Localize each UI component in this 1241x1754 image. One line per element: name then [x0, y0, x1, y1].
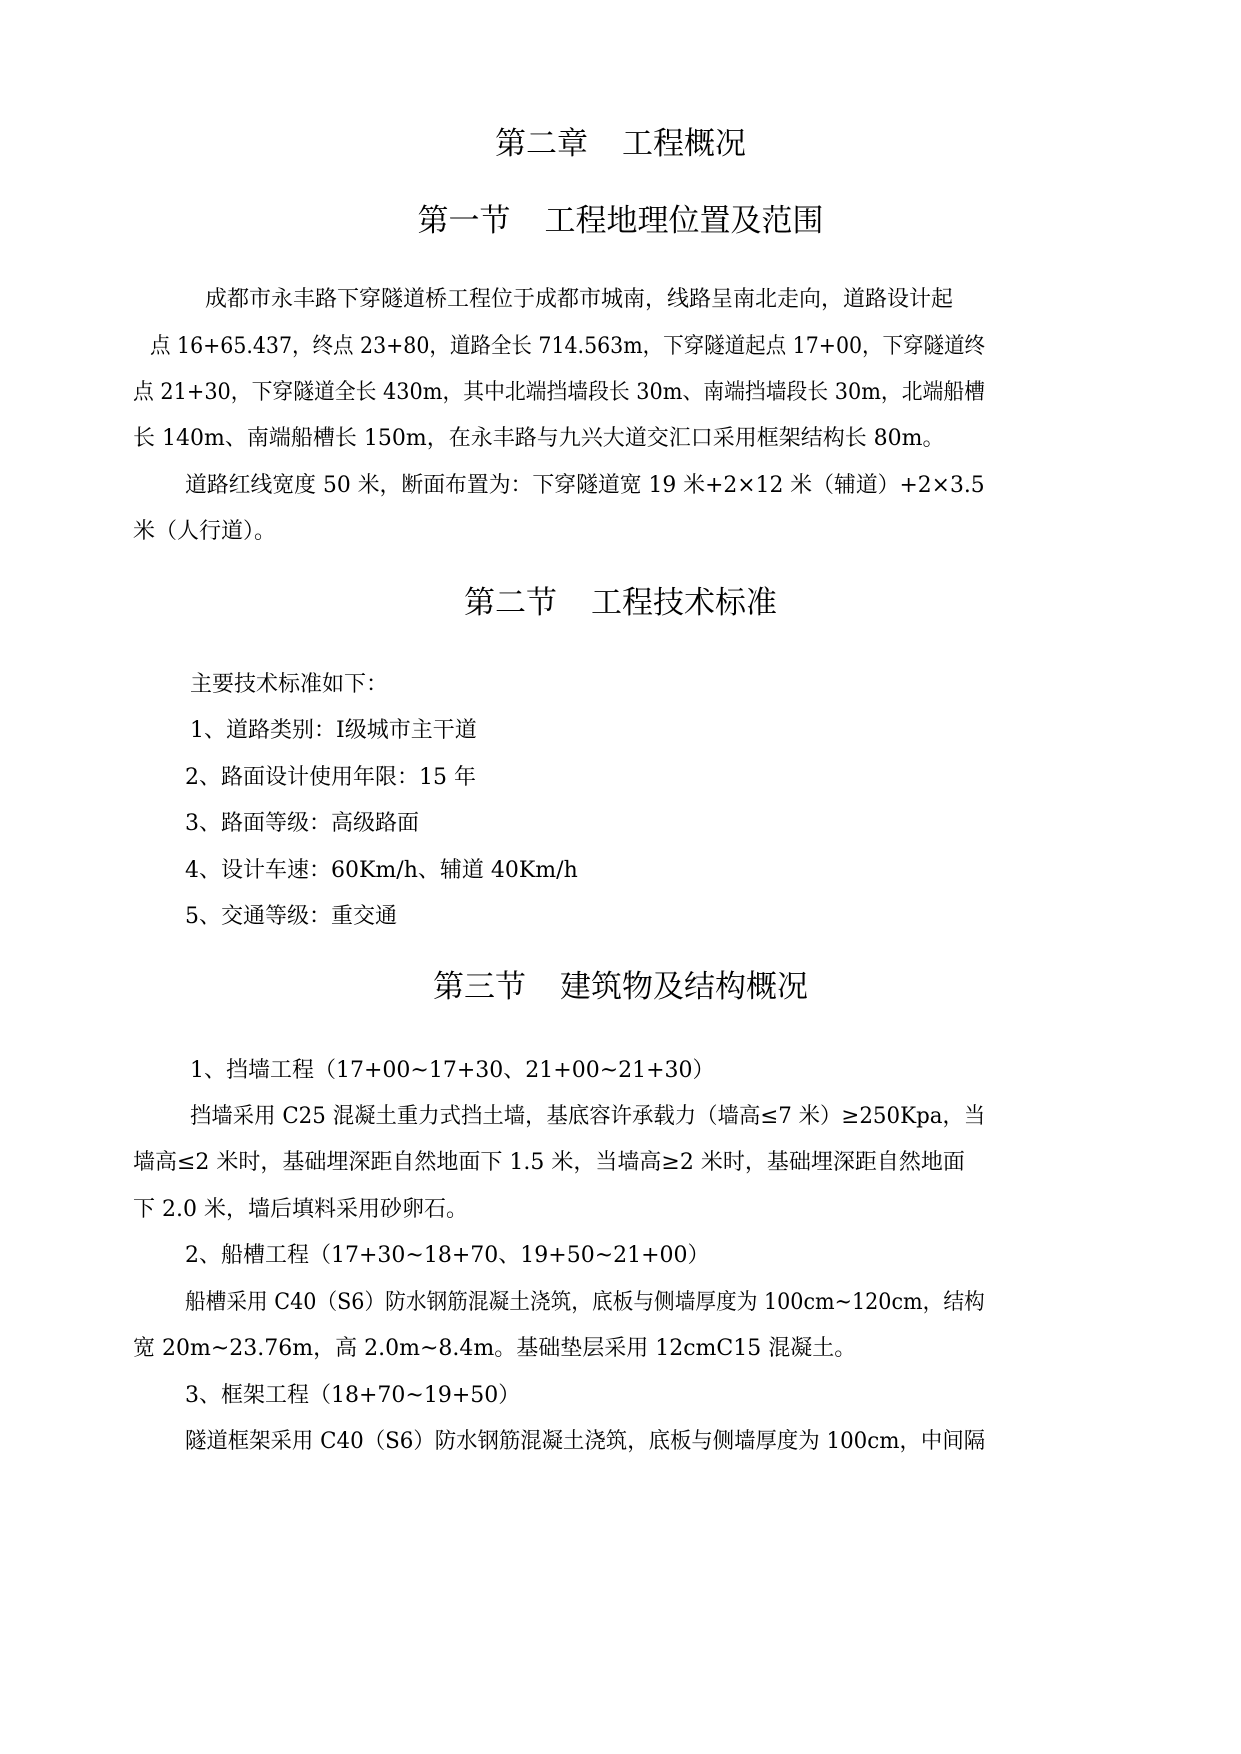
chapter-number: 第二章: [495, 126, 588, 162]
section-heading-3: [0, 961, 1241, 1006]
list-item: 5、交通等级：重交通: [185, 904, 397, 929]
body-line: 点 16+65.437，终点 23+80，道路全长 714.563m，下穿隧道起点 17+00，下穿隧道终: [150, 334, 986, 359]
chapter-heading: [0, 118, 1241, 163]
list-item: 4、设计车速：60Km/h、辅道 40Km/h: [185, 858, 578, 883]
body-line: 主要技术标准如下：: [190, 672, 389, 697]
list-item: 1、道路类别：Ⅰ级城市主干道: [190, 718, 477, 743]
body-line: 宽 20m~23.76m，高 2.0m~8.4m。基础垫层采用 12cmC15 混凝土。: [133, 1336, 857, 1361]
section-number: 第三节: [433, 969, 526, 1005]
body-line: 隧道框架采用 C40（S6）防水钢筋混凝土浇筑，底板与侧墙厚度为 100cm，中间隔: [185, 1429, 986, 1454]
body-line: 成都市永丰路下穿隧道桥工程位于成都市城南，线路呈南北走向，道路设计起: [205, 287, 954, 312]
list-item: 2、船槽工程（17+30~18+70、19+50~21+00）: [185, 1243, 710, 1268]
section-number: 第一节: [417, 203, 511, 239]
section-title: 工程技术标准: [591, 585, 777, 621]
body-line: 墙高≤2 米时，基础埋深距自然地面下 1.5 米，当墙高≥2 米时，基础埋深距自然地面: [133, 1150, 965, 1175]
body-line: 长 140m、南端船槽长 150m，在永丰路与九兴大道交汇口采用框架结构长 80m。: [133, 426, 945, 451]
section-title: 建筑物及结构概况: [560, 969, 808, 1005]
body-line: 船槽采用 C40（S6）防水钢筋混凝土浇筑，底板与侧墙厚度为 100cm~120cm，结构: [185, 1290, 985, 1315]
body-line: 挡墙采用 C25 混凝土重力式挡土墙，基底容许承载力（墙高≤7 米）≥250Kpa，当: [190, 1104, 986, 1129]
section-number: 第二节: [464, 585, 557, 621]
chapter-title: 工程概况: [622, 126, 746, 162]
body-line: 米（人行道）。: [133, 519, 277, 544]
list-item: 1、挡墙工程（17+00~17+30、21+00~21+30）: [190, 1058, 715, 1083]
list-item: 2、路面设计使用年限：15 年: [185, 765, 476, 790]
body-line: 下 2.0 米，墙后填料采用砂卵石。: [133, 1197, 468, 1222]
list-item: 3、路面等级：高级路面: [185, 811, 419, 836]
body-line: 道路红线宽度 50 米，断面布置为：下穿隧道宽 19 米+2×12 米（辅道）+2×3.5: [185, 473, 985, 498]
body-line: 点 21+30，下穿隧道全长 430m，其中北端挡墙段长 30m、南端挡墙段长 30m，北端船槽: [133, 380, 985, 405]
section-title: 工程地理位置及范围: [544, 203, 824, 239]
list-item: 3、框架工程（18+70~19+50）: [185, 1383, 521, 1408]
section-heading-2: [0, 577, 1241, 622]
section-heading-1: [0, 195, 1241, 240]
